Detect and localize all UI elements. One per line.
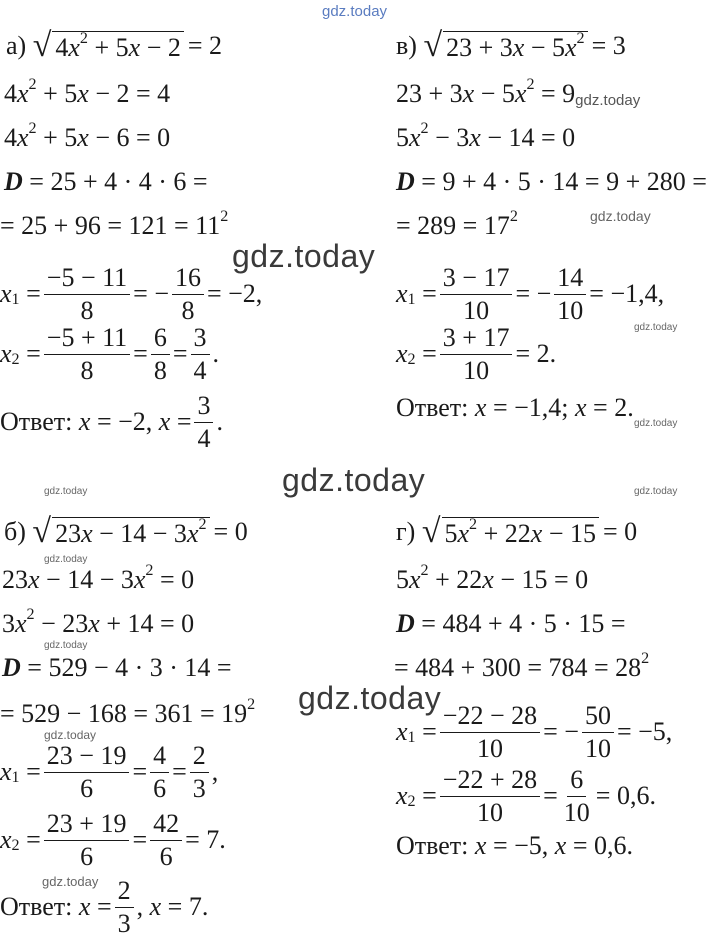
fraction: $\frac{23 + 19}{6}$	[44, 810, 130, 870]
problem-g-line-2: 5 x $^2$ + 22 x − 15 = 0	[396, 562, 589, 594]
problem-g-root-2: x $_2$ = $\frac{-22 + 28}{10}$ = $\frac{6}{10}$ = 0,6.	[396, 765, 656, 827]
fraction: $\frac{16}{8}$	[172, 264, 204, 324]
problem-b-line-3: 3 x $^2$ − 23 x + 14 = 0	[2, 606, 195, 638]
fraction: $\frac{3}{4}$	[194, 392, 213, 452]
watermark-small: gdz.today	[44, 554, 88, 565]
problem-g-equation: г) √ 5 x $^2$ + 22 x − 15 = 0	[396, 512, 638, 550]
watermark-small: gdz.today	[634, 486, 678, 497]
problem-b-root-2: x $_2$ = $\frac{23 + 19}{6}$ = $\frac{42}{6}$ = 7.	[0, 809, 226, 871]
problem-v-root-2: x $_2$ = $\frac{3 + 17}{10}$ = 2.	[396, 323, 557, 385]
fraction: $\frac{23 - 19}{6}$	[44, 742, 130, 802]
watermark-inline: gdz.today	[575, 91, 641, 109]
problem-a-answer: Ответ: x = −2, x = $\frac{3}{4}$ .	[0, 391, 223, 453]
sqrt-expression: √ 23 x − 14 − 3 x $^2$	[32, 517, 209, 548]
fraction: $\frac{-22 - 28}{10}$	[440, 702, 540, 762]
problem-b-line-2: 23 x − 14 − 3 x $^2$ = 0	[2, 562, 195, 594]
problem-a-line-2: 4 x $^2$ + 5 x − 2 = 4	[4, 76, 171, 108]
fraction: $\frac{3 - 17}{10}$	[440, 264, 513, 324]
problem-label: а)	[6, 31, 27, 60]
fraction: $\frac{4}{6}$	[150, 742, 169, 802]
problem-a-line-3: 4 x $^2$ + 5 x − 6 = 0	[4, 120, 171, 152]
problem-b-discriminant-value: = 529 − 168 = 361 = 19 $^2$	[0, 696, 256, 728]
fraction: $\frac{50}{10}$	[582, 702, 614, 762]
problem-g-discriminant-value: = 484 + 300 = 784 = 28 $^2$	[394, 650, 650, 682]
sqrt-expression: √ 5 x $^2$ + 22 x − 15	[422, 517, 599, 548]
problem-v-root-1: x $_1$ = $\frac{3 - 17}{10}$ = − $\frac{14}{10}$ = −1,4,	[396, 263, 665, 325]
watermark-small: gdz.today	[590, 208, 651, 224]
watermark-top: gdz.today	[322, 3, 388, 20]
watermark-small: gdz.today	[634, 418, 678, 429]
problem-v-discriminant-value: = 289 = 17 $^2$	[396, 208, 518, 240]
fraction: $\frac{6}{10}$	[563, 765, 590, 827]
fraction: $\frac{3}{4}$	[191, 324, 210, 384]
fraction: $\frac{-5 + 11}{8}$	[44, 324, 130, 384]
fraction: $\frac{2}{3}$	[115, 877, 134, 937]
problem-v-equation: в) √ 23 + 3 x − 5 x $^2$ = 3	[396, 26, 626, 64]
fraction: $\frac{14}{10}$	[554, 264, 586, 324]
sqrt-expression: √ 23 + 3 x − 5 x $^2$	[423, 31, 587, 62]
problem-label: в)	[396, 31, 417, 60]
watermark-small: gdz.today	[44, 640, 88, 651]
fraction: $\frac{3 + 17}{10}$	[440, 324, 513, 384]
fraction: $\frac{2}{3}$	[190, 742, 209, 802]
problem-v-line-3: 5 x $^2$ − 3 x − 14 = 0	[396, 120, 576, 152]
problem-label: г)	[396, 517, 416, 546]
sqrt-expression: √ 4 x $^2$ + 5 x − 2	[33, 31, 184, 62]
watermark-big-1: gdz.today	[232, 238, 376, 274]
problem-b-equation: б) √ 23 x − 14 − 3 x $^2$ = 0	[4, 512, 248, 550]
watermark-small: gdz.today	[44, 728, 97, 742]
watermark-big-2: gdz.today	[282, 462, 426, 498]
fraction: $\frac{42}{6}$	[150, 810, 182, 870]
problem-b-answer: Ответ: x = $\frac{2}{3}$ , x = 7.	[0, 876, 209, 938]
problem-a-discriminant: D = 25 + 4 · 4 · 6 =	[4, 167, 208, 196]
watermark-big-3: gdz.today	[298, 680, 442, 716]
problem-v-discriminant: D = 9 + 4 · 5 · 14 = 9 + 280 =	[396, 167, 707, 196]
problem-label: б)	[4, 517, 26, 546]
fraction: $\frac{-22 + 28}{10}$	[440, 766, 540, 826]
problem-g-discriminant: D = 484 + 4 · 5 · 15 =	[396, 609, 626, 638]
problem-b-root-1: x $_1$ = $\frac{23 - 19}{6}$ = $\frac{4}{6}$ = $\frac{2}{3}$ ,	[0, 741, 219, 803]
problem-a-root-1: x $_1$ = $\frac{-5 - 11}{8}$ = − $\frac{16}{8}$ = −2,	[0, 263, 263, 325]
fraction: $\frac{-5 - 11}{8}$	[44, 264, 130, 324]
watermark-small: gdz.today	[44, 486, 88, 497]
watermark-small: gdz.today	[42, 874, 99, 889]
problem-v-line-2: 23 + 3 x − 5 x $^2$ = 9 gdz.today	[396, 76, 641, 109]
fraction: $\frac{6}{8}$	[151, 324, 170, 384]
problem-g-root-1: x $_1$ = $\frac{-22 - 28}{10}$ = − $\frac{50}{10}$ = −5,	[396, 701, 673, 763]
watermark-small: gdz.today	[634, 322, 678, 333]
problem-g-answer: Ответ: x = −5, x = 0,6.	[396, 831, 633, 860]
problem-a-discriminant-value: = 25 + 96 = 121 = 11 $^2$	[0, 208, 229, 240]
problem-a-root-2: x $_2$ = $\frac{-5 + 11}{8}$ = $\frac{6}{8}$ = $\frac{3}{4}$ .	[0, 323, 219, 385]
problem-a-equation: а) √ 4 x $^2$ + 5 x − 2 = 2	[6, 26, 223, 64]
problem-b-discriminant: D = 529 − 4 · 3 · 14 =	[2, 653, 232, 682]
problem-v-answer: Ответ: x = −1,4; x = 2.	[396, 393, 634, 422]
